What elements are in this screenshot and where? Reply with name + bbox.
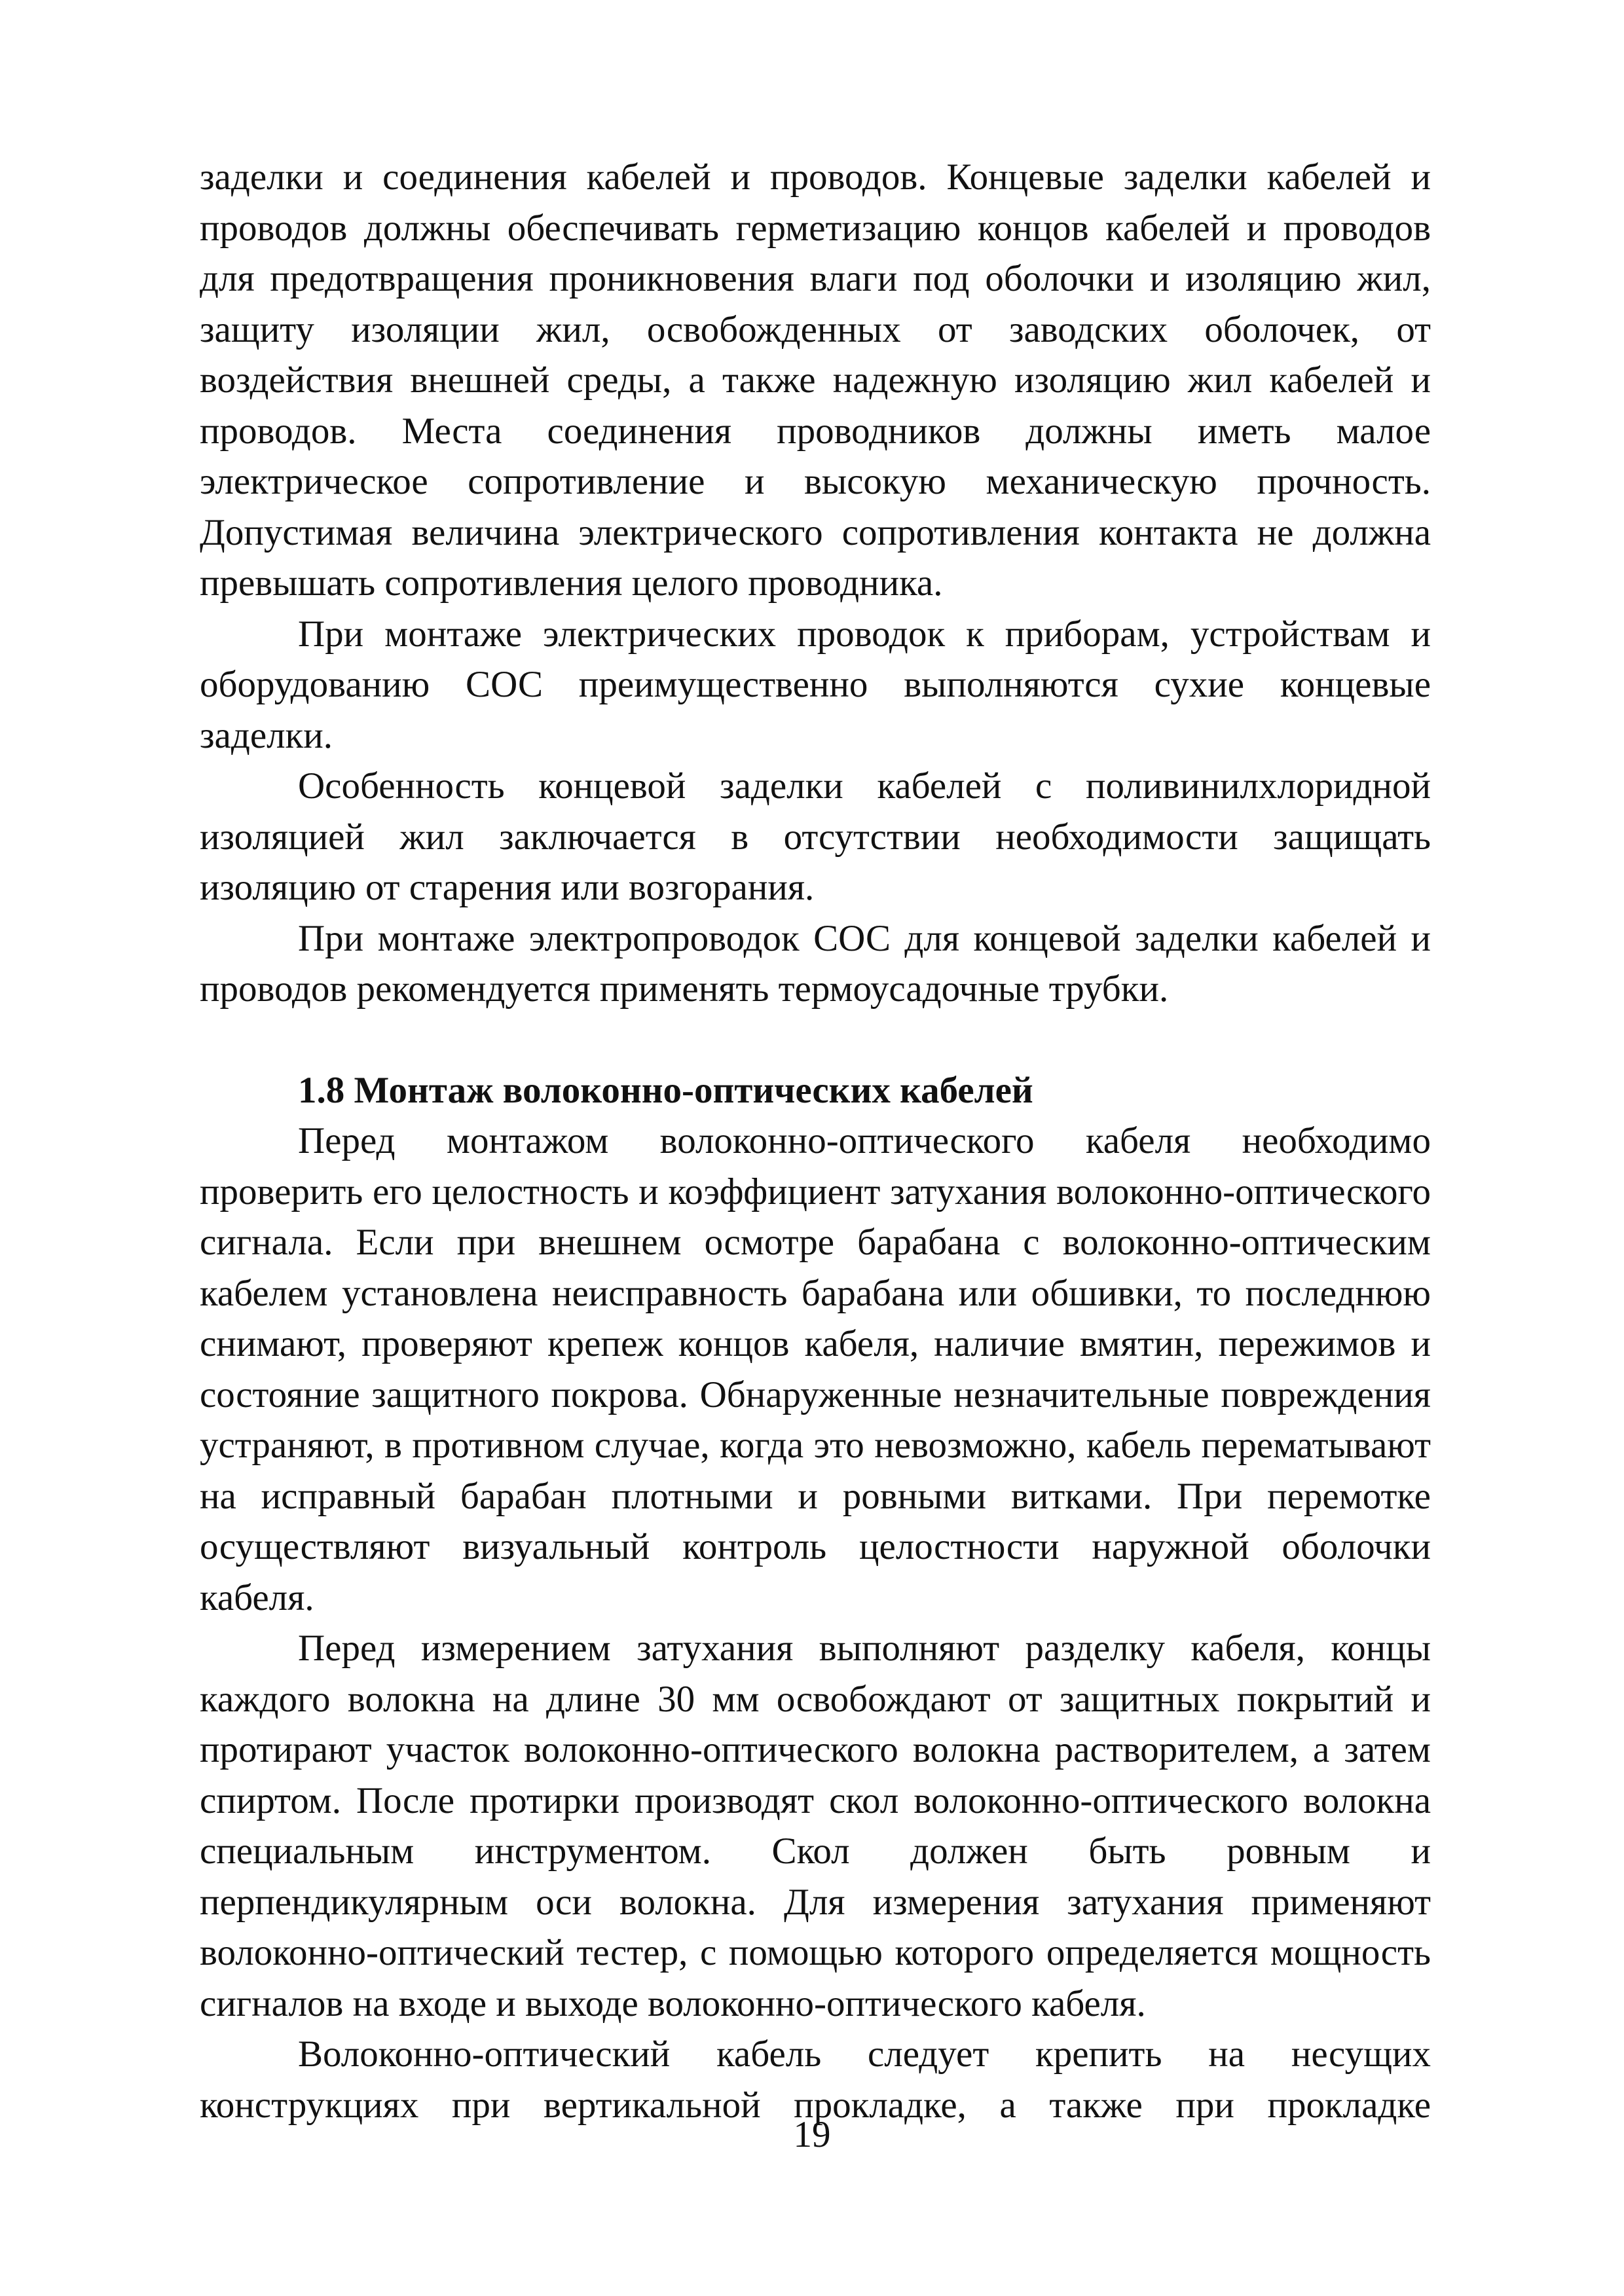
- paragraph-cable-fastening: Волоконно-оптический кабель следует крепить на несущих конструкциях при вертикальной прокладке, а также при прокладке: [200, 2033, 1431, 2126]
- paragraph-continuation: заделки и соединения кабелей и проводов. Концевые заделки кабелей и проводов должны обеспечивать герметизацию концов кабелей и проводов для предотвращения проникновения влаги под оболочки и изоляцию жил, защиту изоляции жил, освобожденных от заводских оболочек, от воздействия внешней среды, а также надежную изоляцию жил кабелей и проводов. Места соединения проводников должны иметь малое электрическое сопротивление и высокую механическую прочность. Допустимая величина электрического сопротивления контакта не должна превышать сопротивления целого проводника.: [200, 156, 1431, 604]
- page-number: 19: [793, 2114, 831, 2155]
- section-spacer: [200, 1015, 1431, 1065]
- paragraph-attenuation-measurement: Перед измерением затухания выполняют разделку кабеля, концы каждого волокна на длине 30 мм освобождают от защитных покрытий и протирают участок волоконно-оптического волокна растворителем, а затем спиртом. После протирки производят скол волоконно-оптического волокна специальным инструментом. Скол должен быть ровным и перпендикулярным оси волокна. Для измерения затухания применяют волоконно-оптический тестер, с помощью которого определяется мощность сигналов на входе и выходе волоконно-оптического кабеля.: [200, 1628, 1431, 2024]
- paragraph-pvc-insulation: Особенность концевой заделки кабелей с поливинилхлоридной изоляцией жил заключается в отсутствии необходимости защищать изоляцию от старения или возгорания.: [200, 765, 1431, 908]
- document-body: [200, 152, 1431, 2130]
- paragraph-pre-installation-check: Перед монтажом волоконно-оптического кабеля необходимо проверить его целостность и коэффициент затухания волоконно-оптического сигнала. Если при внешнем осмотре барабана с волоконно-оптическим кабелем установлена неисправность барабана или обшивки, то последнюю снимают, проверяют крепеж концов кабеля, наличие вмятин, пережимов и состояние защитного покрова. Обнаруженные незначительные повреждения устраняют, в противном случае, когда это невозможно, кабель перематывают на исправный барабан плотными и ровными витками. При перемотке осуществляют визуальный контроль целостности наружной оболочки кабеля.: [200, 1120, 1431, 1618]
- section-heading: 1.8 Монтаж волоконно-оптических кабелей: [298, 1069, 1033, 1111]
- paragraph-dry-terminations: При монтаже электрических проводок к приборам, устройствам и оборудованию СОС преимущественно выполняются сухие концевые заделки.: [200, 613, 1431, 756]
- paragraph-heat-shrink: При монтаже электропроводок СОС для концевой заделки кабелей и проводов рекомендуется применять термоусадочные трубки.: [200, 917, 1431, 1010]
